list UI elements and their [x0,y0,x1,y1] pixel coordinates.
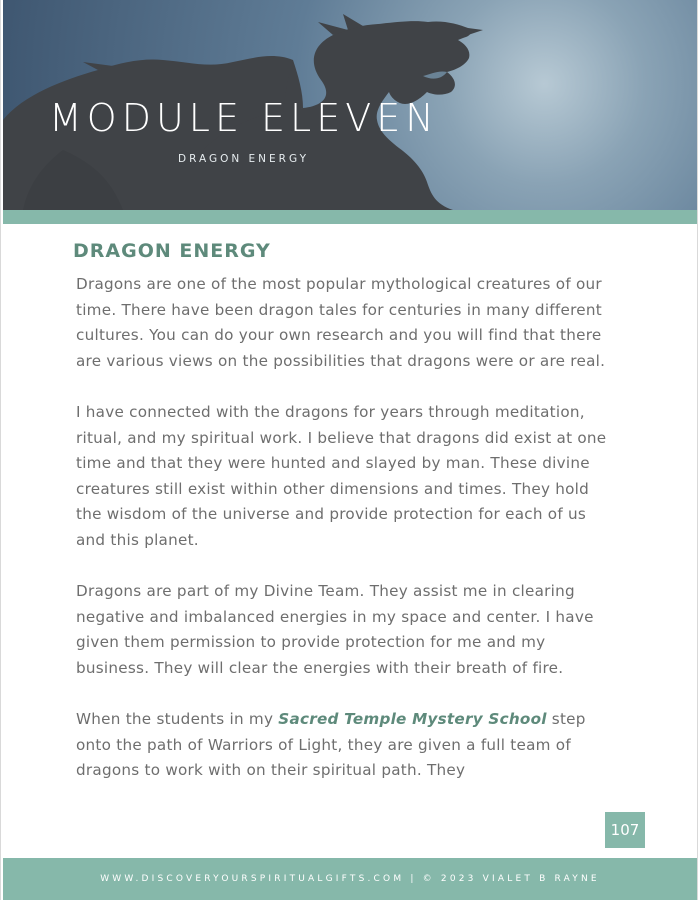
page-number-badge: 107 [605,812,645,848]
body-text [76,272,616,809]
paragraph-3: Dragons are part of my Divine Team. They assist me in clearing negative and imbalanced energies in my space and center. I have given them permission to provide protection for me and my business. They will clear the energies with their breath of fire. [76,582,594,677]
paragraph-4 [76,707,616,784]
footer-bar [3,858,697,900]
school-name-highlight: Sacred Temple Mystery School [278,710,547,729]
footer-text: WWW.DISCOVERYOURSPIRITUALGIFTS.COM | © 2023 VIALET B RAYNE [100,874,600,884]
paragraph-1: Dragons are one of the most popular mythological creatures of our time. There have been dragon tales for centuries in many different cultures. You can do your own research and you will find that there are various views on the possibilities that dragons were or are real. [76,275,606,370]
module-subtitle: DRAGON ENERGY [178,153,309,165]
header-banner [3,0,697,210]
paragraph-4-start: When the students in my [76,710,279,729]
paragraph-4-end: step onto the path of Warriors of Light, they are given a full team of dragons to work with on their spiritual path. They [76,710,586,780]
paragraph-2: I have connected with the dragons for years through meditation, ritual, and my spiritual work. I believe that dragons did exist at one time and that they were hunted and slayed by man. These divine creatures still exist within other dimensions and times. They hold the wisdom of the universe and provide protection for each of us and this planet. [76,402,607,549]
section-heading: DRAGON ENERGY [73,240,271,262]
banner-accent-band [3,210,697,224]
module-title: MODULE ELEVEN [49,96,439,140]
